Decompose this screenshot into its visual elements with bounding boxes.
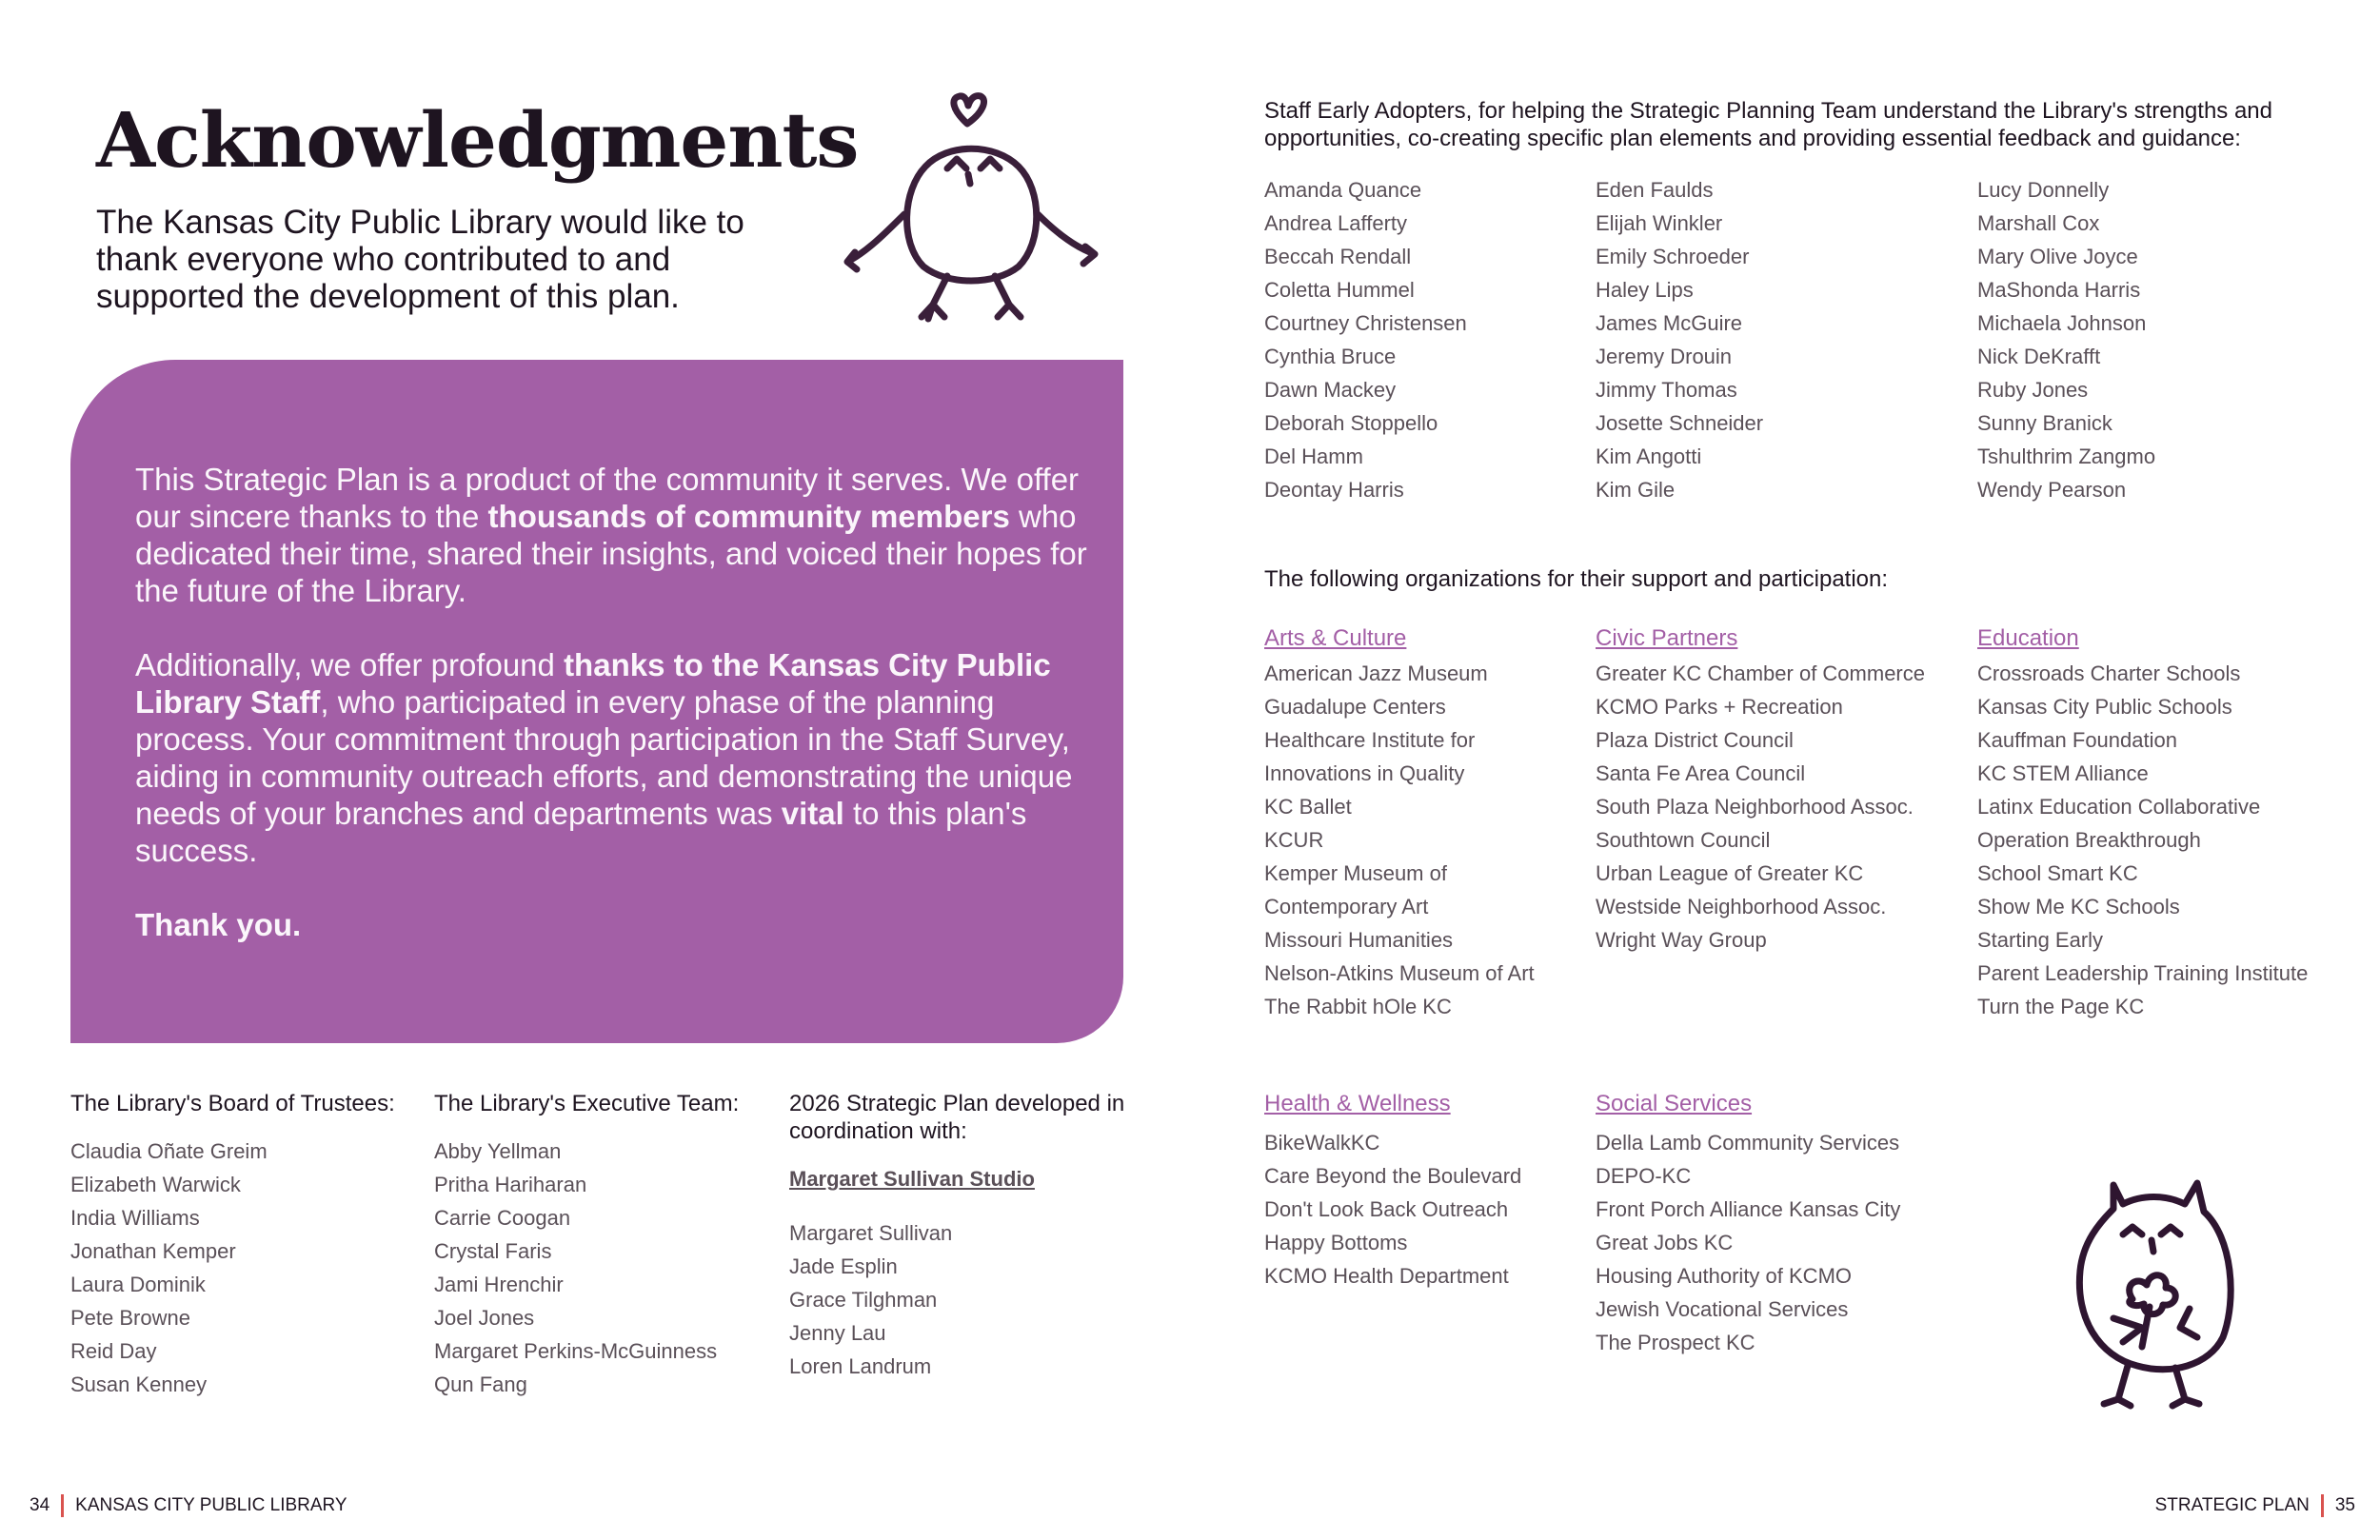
civic-list xyxy=(1596,657,1925,957)
staff-name: Cynthia Bruce xyxy=(1264,345,1397,368)
board-member: India Williams xyxy=(70,1206,200,1230)
org-item: Wright Way Group xyxy=(1596,928,1767,952)
staff-name: Ruby Jones xyxy=(1977,378,2089,402)
org-item: Turn the Page KC xyxy=(1977,995,2145,1018)
org-item: South Plaza Neighborhood Assoc. xyxy=(1596,795,1914,819)
studio-member: Jenny Lau xyxy=(789,1321,886,1345)
org-item: BikeWalkKC xyxy=(1264,1131,1380,1155)
staff-name: Haley Lips xyxy=(1596,278,1694,302)
org-item: Contemporary Art xyxy=(1264,895,1429,918)
org-item: School Smart KC xyxy=(1977,861,2138,885)
org-item: American Jazz Museum xyxy=(1264,661,1488,685)
board-member: Jonathan Kemper xyxy=(70,1239,236,1263)
org-item: Westside Neighborhood Assoc. xyxy=(1596,895,1887,918)
callout-paragraph-community: This Strategic Plan is a product of the community it serves. We offer our sincere thanks to the thousands of community members who dedicated their time, shared their insights, and voiced their hopes for the future of the Library. xyxy=(135,462,1087,608)
org-item: Latinx Education Collaborative xyxy=(1977,795,2261,819)
studio-member: Loren Landrum xyxy=(789,1354,932,1378)
staff-name: Andrea Lafferty xyxy=(1264,211,1408,235)
org-item: Greater KC Chamber of Commerce xyxy=(1596,661,1925,685)
intro-text: The Kansas City Public Library would like to thank everyone who contributed to and supported the development of this plan. xyxy=(96,204,744,315)
staff-name: Coletta Hummel xyxy=(1264,278,1415,302)
org-item: Plaza District Council xyxy=(1596,728,1794,752)
coordination-heading: 2026 Strategic Plan developed in coordination with: xyxy=(789,1091,1125,1144)
org-item: KC Ballet xyxy=(1264,795,1352,819)
staff-column-1 xyxy=(1264,173,1467,506)
org-item: Jewish Vocational Services xyxy=(1596,1297,1849,1321)
board-member: Pete Browne xyxy=(70,1306,190,1330)
owl-flower-illustration xyxy=(2047,1166,2247,1413)
staff-name: Dawn Mackey xyxy=(1264,378,1397,402)
org-item: Guadalupe Centers xyxy=(1264,695,1446,719)
staff-name: Marshall Cox xyxy=(1977,211,2100,235)
page-number-right: 35 xyxy=(2334,1495,2355,1516)
staff-name: Wendy Pearson xyxy=(1977,478,2127,502)
coordination-section xyxy=(789,1090,1132,1383)
org-item: The Prospect KC xyxy=(1596,1331,1755,1354)
org-item: Della Lamb Community Services xyxy=(1596,1131,1900,1155)
staff-name: Mary Olive Joyce xyxy=(1977,245,2138,268)
org-item: KCMO Parks + Recreation xyxy=(1596,695,1843,719)
footer-divider xyxy=(61,1494,64,1517)
exec-member: Joel Jones xyxy=(434,1306,535,1330)
category-social-services[interactable]: Social Services xyxy=(1596,1091,1753,1116)
org-item: Housing Authority of KCMO xyxy=(1596,1264,1853,1288)
board-member: Susan Kenney xyxy=(70,1372,208,1396)
org-item: The Rabbit hOle KC xyxy=(1264,995,1452,1018)
studio-member: Jade Esplin xyxy=(789,1254,898,1278)
staff-name: Emily Schroeder xyxy=(1596,245,1750,268)
studio-link[interactable]: Margaret Sullivan Studio xyxy=(789,1167,1035,1191)
org-item: Innovations in Quality xyxy=(1264,761,1465,785)
staff-name: MaShonda Harris xyxy=(1977,278,2141,302)
footer-left xyxy=(30,1494,347,1517)
callout-thank-you: Thank you. xyxy=(135,907,302,942)
exec-list xyxy=(434,1135,777,1401)
board-section xyxy=(70,1090,423,1401)
staff-name: Michaela Johnson xyxy=(1977,311,2147,335)
studio-member: Grace Tilghman xyxy=(789,1288,938,1312)
exec-member: Abby Yellman xyxy=(434,1139,562,1163)
callout-paragraph-staff: Additionally, we offer profound thanks to the Kansas City Public Library Staff, who participated in every phase of the planning process. Your commitment through participation in the Staff Survey, aiding in community outreach efforts, and demonstrating the unique needs of your branches and departments was vital to this plan's success. xyxy=(135,647,1073,868)
org-item: Parent Leadership Training Institute xyxy=(1977,961,2309,985)
exec-member: Jami Hrenchir xyxy=(434,1273,564,1296)
staff-name: Josette Schneider xyxy=(1596,411,1764,435)
staff-name: Nick DeKrafft xyxy=(1977,345,2101,368)
board-list xyxy=(70,1135,423,1401)
staff-name: Del Hamm xyxy=(1264,444,1363,468)
staff-name: Jimmy Thomas xyxy=(1596,378,1737,402)
coordination-list xyxy=(789,1216,1132,1383)
staff-name: Kim Gile xyxy=(1596,478,1676,502)
org-item: Healthcare Institute for xyxy=(1264,728,1476,752)
board-heading: The Library's Board of Trustees: xyxy=(70,1091,395,1116)
page-number-left: 34 xyxy=(30,1495,50,1516)
arts-list xyxy=(1264,657,1535,1023)
org-item: Kansas City Public Schools xyxy=(1977,695,2232,719)
orgs-arts xyxy=(1264,624,1535,1023)
org-item: DEPO-KC xyxy=(1596,1164,1692,1188)
org-item: Show Me KC Schools xyxy=(1977,895,2180,918)
staff-name: Beccah Rendall xyxy=(1264,245,1412,268)
staff-name: Deontay Harris xyxy=(1264,478,1404,502)
org-item: Care Beyond the Boulevard xyxy=(1264,1164,1522,1188)
staff-name: Lucy Donnelly xyxy=(1977,178,2110,202)
org-item: KCMO Health Department xyxy=(1264,1264,1509,1288)
staff-name: Courtney Christensen xyxy=(1264,311,1467,335)
staff-name: Deborah Stoppello xyxy=(1264,411,1438,435)
staff-name: Tshulthrim Zangmo xyxy=(1977,444,2156,468)
footer-divider xyxy=(2321,1494,2324,1517)
social-list xyxy=(1596,1126,1900,1359)
category-arts-culture[interactable]: Arts & Culture xyxy=(1264,625,1407,651)
exec-member: Crystal Faris xyxy=(434,1239,552,1263)
orgs-education xyxy=(1977,624,2308,1023)
footer-right xyxy=(2155,1494,2355,1517)
org-item: Santa Fe Area Council xyxy=(1596,761,1806,785)
org-item: Front Porch Alliance Kansas City xyxy=(1596,1197,1901,1221)
board-member: Laura Dominik xyxy=(70,1273,206,1296)
staff-name: Kim Angotti xyxy=(1596,444,1702,468)
orgs-civic xyxy=(1596,624,1925,957)
staff-column-3 xyxy=(1977,173,2155,506)
category-civic-partners[interactable]: Civic Partners xyxy=(1596,625,1738,651)
thank-you-callout xyxy=(70,360,1123,1043)
staff-heading: Staff Early Adopters, for helping the Strategic Planning Team understand the Library's strengths and opportunities, co-creating specific plan elements and providing essential feedback and guidance: xyxy=(1264,98,2272,151)
education-list xyxy=(1977,657,2308,1023)
staff-name: Amanda Quance xyxy=(1264,178,1422,202)
org-item: KCUR xyxy=(1264,828,1324,852)
org-item: Urban League of Greater KC xyxy=(1596,861,1864,885)
staff-name: Jeremy Drouin xyxy=(1596,345,1733,368)
org-item: KC STEM Alliance xyxy=(1977,761,2149,785)
exec-member: Carrie Coogan xyxy=(434,1206,571,1230)
category-health-wellness[interactable]: Health & Wellness xyxy=(1264,1091,1451,1116)
exec-heading: The Library's Executive Team: xyxy=(434,1091,740,1116)
category-education[interactable]: Education xyxy=(1977,625,2079,651)
org-item: Nelson-Atkins Museum of Art xyxy=(1264,961,1535,985)
org-item: Operation Breakthrough xyxy=(1977,828,2201,852)
studio-member: Margaret Sullivan xyxy=(789,1221,953,1245)
staff-name: James McGuire xyxy=(1596,311,1743,335)
org-item: Crossroads Charter Schools xyxy=(1977,661,2241,685)
org-item: Kemper Museum of xyxy=(1264,861,1447,885)
org-item: Missouri Humanities xyxy=(1264,928,1454,952)
org-item: Don't Look Back Outreach xyxy=(1264,1197,1509,1221)
exec-member: Pritha Hariharan xyxy=(434,1173,587,1196)
exec-section xyxy=(434,1090,777,1401)
org-item: Great Jobs KC xyxy=(1596,1231,1734,1254)
footer-right-label: STRATEGIC PLAN xyxy=(2154,1495,2310,1516)
org-item: Kauffman Foundation xyxy=(1977,728,2177,752)
staff-name: Eden Faulds xyxy=(1596,178,1714,202)
staff-name: Elijah Winkler xyxy=(1596,211,1723,235)
org-item: Starting Early xyxy=(1977,928,2104,952)
owl-heart-illustration xyxy=(838,90,1104,328)
org-item: Happy Bottoms xyxy=(1264,1231,1408,1254)
exec-member: Qun Fang xyxy=(434,1372,527,1396)
footer-left-label: KANSAS CITY PUBLIC LIBRARY xyxy=(75,1495,347,1516)
exec-member: Margaret Perkins-McGuinness xyxy=(434,1339,718,1363)
org-item: Southtown Council xyxy=(1596,828,1771,852)
orgs-social xyxy=(1596,1090,1900,1359)
orgs-heading: The following organizations for their support and participation: xyxy=(1264,566,1889,592)
board-member: Elizabeth Warwick xyxy=(70,1173,241,1196)
staff-name: Sunny Branick xyxy=(1977,411,2112,435)
page-title: Acknowledgments xyxy=(96,95,859,185)
health-list xyxy=(1264,1126,1521,1293)
board-member: Reid Day xyxy=(70,1339,157,1363)
staff-column-2 xyxy=(1596,173,1763,506)
orgs-health xyxy=(1264,1090,1521,1293)
board-member: Claudia Oñate Greim xyxy=(70,1139,268,1163)
